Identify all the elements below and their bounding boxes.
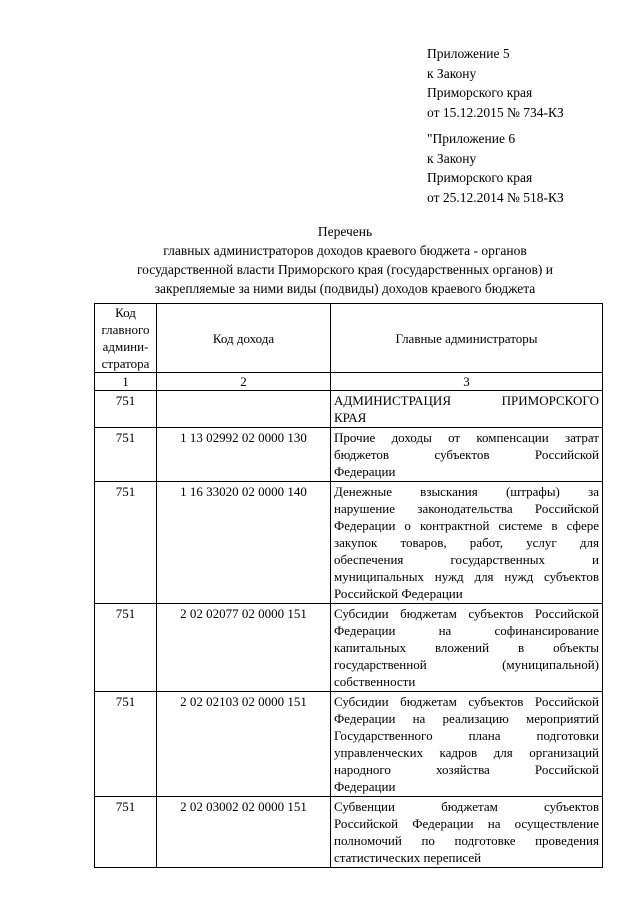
name-line: нарушение законодательства Российской	[334, 501, 599, 516]
annex-line: Приложение 5	[427, 46, 510, 61]
administrator-name-cell	[331, 428, 603, 482]
name-line: муниципальных нужд для нужд субъектов	[334, 569, 599, 584]
administrator-name-cell	[331, 692, 603, 797]
name-line: Российской Федерации	[334, 586, 463, 601]
table-row	[95, 604, 603, 692]
header-admin-code	[95, 304, 157, 373]
annex-header-current	[427, 44, 564, 122]
admin-code-cell: 751	[95, 428, 157, 482]
name-line: Федерации о контрактной системе в сфере	[334, 518, 599, 533]
annex-header-amended	[427, 129, 564, 207]
name-line: Субсидии бюджетам субъектов Российской	[334, 606, 599, 621]
name-line: управленческих кадров для организаций	[334, 745, 599, 760]
annex-line: Приморского края	[427, 170, 533, 185]
column-number: 3	[331, 373, 603, 391]
name-line: полномочий по подготовке проведения	[334, 833, 599, 848]
name-line: Федерации на реализацию мероприятий	[334, 711, 599, 726]
name-line: народного хозяйства Российской	[334, 762, 599, 777]
administrator-name-cell	[331, 391, 603, 428]
name-line: АДМИНИСТРАЦИЯ ПРИМОРСКОГО	[334, 393, 599, 408]
administrator-name-cell	[331, 604, 603, 692]
title-line: главных администраторов доходов краевого бюджета - органов	[163, 243, 527, 258]
header-line: главного	[101, 322, 150, 337]
admin-code-cell: 751	[95, 482, 157, 604]
table-row	[95, 482, 603, 604]
name-line: Государственного плана подготовки	[334, 728, 599, 743]
administrators-table	[94, 303, 603, 868]
admin-code-cell: 751	[95, 391, 157, 428]
table-header-row	[95, 304, 603, 373]
name-line: бюджетов субъектов Российской	[334, 447, 599, 462]
title-line: закрепляемые за ними виды (подвиды) доходов краевого бюджета	[154, 281, 536, 296]
title-line: государственной власти Приморского края (государственных органов) и	[136, 262, 553, 277]
administrator-name-cell	[331, 797, 603, 868]
table-row	[95, 391, 603, 428]
header-line: Код	[115, 305, 136, 320]
name-line: Субсидии бюджетам субъектов Российской	[334, 694, 599, 709]
name-line: статистических переписей	[334, 850, 482, 865]
name-line: Субвенции бюджетам субъектов	[334, 799, 599, 814]
income-code-cell: 1 13 02992 02 0000 130	[157, 428, 331, 482]
annex-line: к Закону	[427, 150, 477, 166]
name-line: Денежные взыскания (штрафы) за	[334, 484, 599, 499]
income-code-cell: 1 16 33020 02 0000 140	[157, 482, 331, 604]
column-number-row	[95, 373, 603, 391]
column-number: 1	[95, 373, 157, 391]
name-line: Прочие доходы от компенсации затрат	[334, 430, 599, 445]
name-line: закупок товаров, работ, услуг для	[334, 535, 599, 550]
administrator-name-cell	[331, 482, 603, 604]
annex-line: Приморского края	[427, 85, 533, 100]
column-number: 2	[157, 373, 331, 391]
name-line: КРАЯ	[334, 410, 367, 425]
name-line: собственности	[334, 674, 416, 689]
table-row	[95, 797, 603, 868]
table-row	[95, 692, 603, 797]
name-line: государственной (муниципальной)	[334, 657, 599, 672]
admin-code-cell: 751	[95, 797, 157, 868]
name-line: Российской Федерации на осуществление	[334, 816, 599, 831]
name-line: Федерации	[334, 464, 396, 479]
document-title	[80, 222, 610, 298]
income-code-cell: 2 02 02077 02 0000 151	[157, 604, 331, 692]
income-code-cell	[157, 391, 331, 428]
header-income-code: Код дохода	[157, 304, 331, 373]
admin-code-cell: 751	[95, 604, 157, 692]
income-code-cell: 2 02 03002 02 0000 151	[157, 797, 331, 868]
table-row	[95, 428, 603, 482]
name-line: капитальных вложений в объекты	[334, 640, 599, 655]
annex-line: к Закону	[427, 65, 477, 81]
header-line: админи-	[102, 339, 149, 354]
title-line: Перечень	[317, 224, 373, 239]
annex-line: "Приложение 6	[427, 131, 516, 146]
annex-line: от 15.12.2015 № 734-КЗ	[427, 104, 564, 120]
name-line: Федерации на софинансирование	[334, 623, 599, 638]
name-line: Федерации	[334, 779, 396, 794]
admin-code-cell: 751	[95, 692, 157, 797]
header-line: стратора	[101, 356, 150, 371]
name-line: обеспечения государственных и	[334, 552, 599, 567]
annex-line: от 25.12.2014 № 518-КЗ	[427, 189, 564, 205]
income-code-cell: 2 02 02103 02 0000 151	[157, 692, 331, 797]
header-administrators: Главные администраторы	[331, 304, 603, 373]
